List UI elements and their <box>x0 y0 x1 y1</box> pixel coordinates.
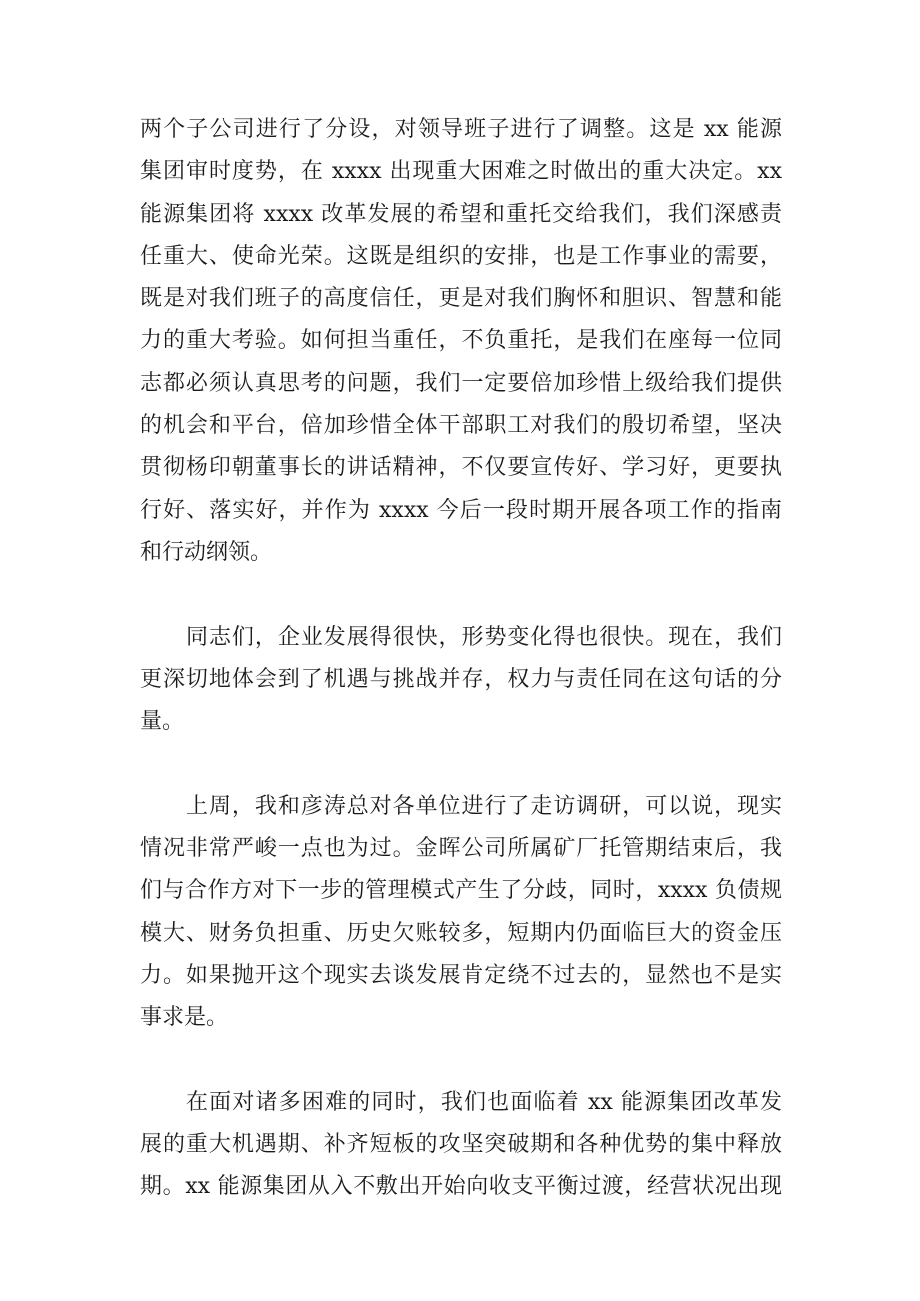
text-line: 力。如果抛开这个现实去谈发展肯定绕不过去的，显然也不是实 <box>140 962 782 988</box>
text-line: 贯彻杨印朝董事长的讲话精神，不仅要宣传好、学习好，更要执 <box>140 455 782 481</box>
text-line: 更深切地体会到了机遇与挑战并存，权力与责任同在这句话的分 <box>140 666 782 692</box>
text-line: 集团审时度势，在 xxxx 出现重大困难之时做出的重大决定。xx <box>140 159 782 185</box>
text-line: 量。 <box>140 709 185 735</box>
paragraph <box>140 617 782 744</box>
text-line: 任重大、使命光荣。这既是组织的安排，也是工作事业的需要， <box>140 243 782 269</box>
text-line: 上周，我和彦涛总对各单位进行了走访调研，可以说，现实 <box>186 793 782 819</box>
paragraph <box>140 1082 782 1209</box>
text-line: 事求是。 <box>140 1005 229 1031</box>
text-line: 两个子公司进行了分设，对领导班子进行了调整。这是 xx 能源 <box>140 117 782 142</box>
text-line: 志都必须认真思考的问题，我们一定要倍加珍惜上级给我们提供 <box>140 370 782 396</box>
text-line: 在面对诸多困难的同时，我们也面临着 xx 能源集团改革发 <box>186 1089 782 1115</box>
text-line: 同志们，企业发展得很快，形势变化得也很快。现在，我们 <box>186 624 782 650</box>
text-line: 们与合作方对下一步的管理模式产生了分歧，同时，xxxx 负债规 <box>140 878 782 904</box>
paragraph <box>140 109 782 574</box>
text-line: 既是对我们班子的高度信任，更是对我们胸怀和胆识、智慧和能 <box>140 286 782 312</box>
text-line: 情况非常严峻一点也为过。金晖公司所属矿厂托管期结束后，我 <box>140 836 782 862</box>
text-line: 模大、财务负担重、历史欠账较多，短期内仍面临巨大的资金压 <box>140 920 782 946</box>
text-line: 的机会和平台，倍加珍惜全体干部职工对我们的殷切希望，坚决 <box>140 413 782 439</box>
text-line: 行好、落实好，并作为 xxxx 今后一段时期开展各项工作的指南 <box>140 497 782 523</box>
text-line: 能源集团将 xxxx 改革发展的希望和重托交给我们，我们深感责 <box>140 201 782 227</box>
text-line: 和行动纲领。 <box>140 539 273 565</box>
text-line: 力的重大考验。如何担当重任，不负重托，是我们在座每一位同 <box>140 328 782 354</box>
text-line: 期。xx 能源集团从入不敷出开始向收支平衡过渡，经营状况出现 <box>140 1174 782 1200</box>
document-page <box>140 109 782 1251</box>
paragraph <box>140 786 782 1040</box>
text-line: 展的重大机遇期、补齐短板的攻坚突破期和各种优势的集中释放 <box>140 1132 782 1158</box>
